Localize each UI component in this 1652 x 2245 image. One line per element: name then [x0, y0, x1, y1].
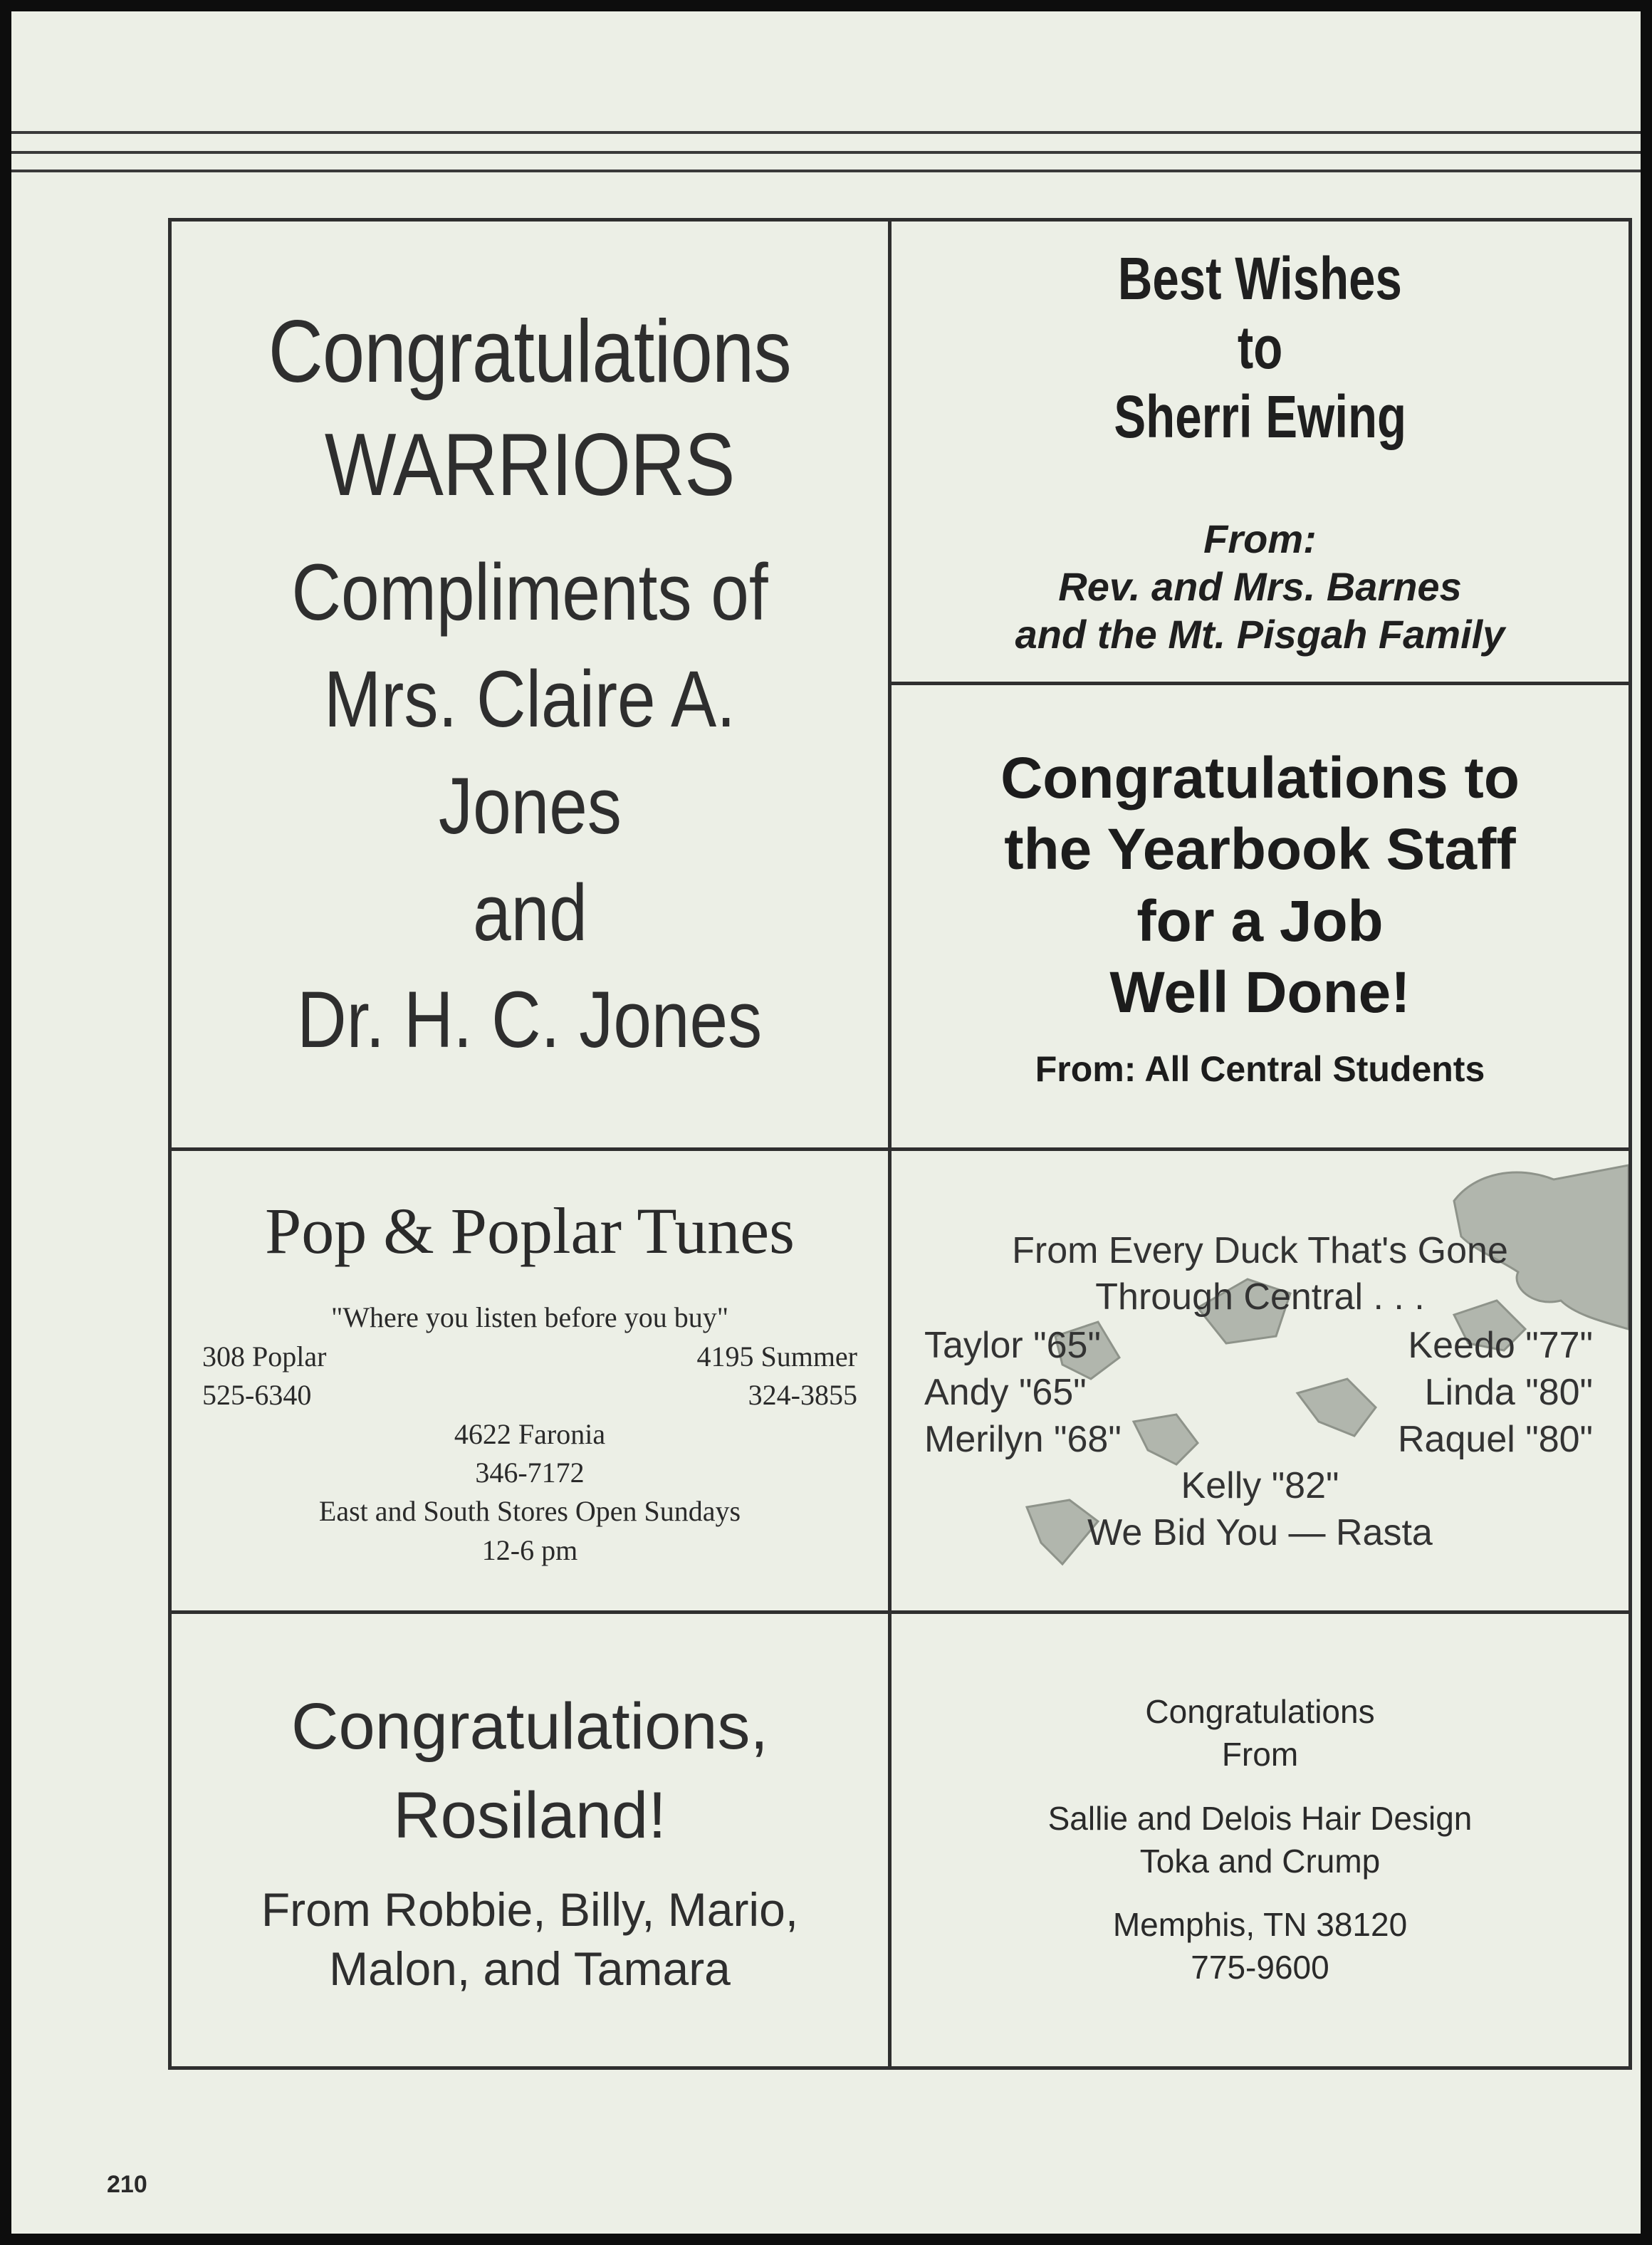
ad-duck-left-name: Merilyn "68" [924, 1419, 1122, 1460]
ad-best-wishes-line2: to [1237, 313, 1283, 381]
arrowhead-3 [1297, 1379, 1376, 1436]
ad-yearbook-line4: Well Done! [1109, 959, 1411, 1025]
ad-tunes-phone-row [202, 1376, 857, 1415]
ad-duck-left-name: Taylor "65" [924, 1325, 1101, 1366]
ad-best-wishes-line1: Best Wishes [1118, 245, 1402, 313]
ad-tunes-address-row [202, 1338, 857, 1376]
ad-duck-right-name: Linda "80" [1424, 1372, 1593, 1413]
ad-best-wishes-from-label: From: [1203, 516, 1317, 562]
ad-hair-line1: Congratulations [1145, 1693, 1375, 1731]
header-rule-top [11, 131, 1641, 134]
ad-tunes-center-phone: 346-7172 [475, 1456, 585, 1489]
ads-grid [168, 218, 1632, 2070]
ad-yearbook-signature: From: All Central Students [1035, 1048, 1485, 1089]
ad-hair-line2: From [1221, 1735, 1299, 1773]
ad-tunes-hours-note: East and South Stores Open Sundays [318, 1495, 741, 1528]
yearbook-page [11, 11, 1641, 2234]
page-number: 210 [107, 2171, 147, 2198]
ad-duck-rasta [892, 1151, 1629, 1610]
ad-hair-city: Memphis, TN 38120 [1112, 1906, 1408, 1944]
ad-duck-left-name: Andy "65" [924, 1372, 1087, 1413]
ad-hair-design [892, 1614, 1629, 2066]
ad-compliments-line4: Mrs. Claire A. [323, 654, 736, 744]
ad-tunes-right-phone: 324-3855 [748, 1379, 857, 1412]
ad-tunes-right-address: 4195 Summer [696, 1340, 857, 1372]
ad-rosiland-from1: From Robbie, Billy, Mario, [261, 1883, 799, 1937]
ad-compliments-line7: Dr. H. C. Jones [297, 974, 763, 1064]
header-rule-bottom [11, 170, 1641, 172]
ad-hair-business: Sallie and Delois Hair Design [1047, 1799, 1473, 1837]
ad-compliments-line1: Congratulations [268, 303, 792, 402]
ad-duck-closing: We Bid You — Rasta [1087, 1512, 1433, 1553]
ad-best-wishes-from2: and the Mt. Pisgah Family [1015, 612, 1505, 657]
ad-duck-right-name: Raquel "80" [1398, 1419, 1593, 1460]
ad-yearbook-line1: Congratulations to [1000, 746, 1520, 811]
ad-yearbook-line3: for a Job [1136, 888, 1384, 954]
ad-duck-right-names [1398, 1322, 1593, 1463]
ad-yearbook-line2: the Yearbook Staff [1004, 817, 1516, 882]
ad-compliments-jones [172, 222, 888, 1147]
ad-duck-center-name: Kelly "82" [1181, 1465, 1339, 1506]
ad-duck-right-name: Keedo "77" [1408, 1325, 1593, 1366]
arrowhead-5 [1134, 1415, 1198, 1464]
ad-duck-left-names [924, 1322, 1122, 1463]
ad-tunes-center-address: 4622 Faronia [454, 1417, 606, 1450]
ad-best-wishes-line3: Sherri Ewing [1114, 382, 1406, 450]
ad-hair-location: Toka and Crump [1139, 1842, 1381, 1880]
header-rule-middle [11, 151, 1641, 154]
ad-compliments-line3: Compliments of [291, 547, 768, 637]
ad-rosiland-from2: Malon, and Tamara [329, 1942, 731, 1995]
ad-duck-line1: From Every Duck That's Gone [1012, 1230, 1508, 1271]
ad-yearbook-staff [892, 685, 1629, 1147]
ad-best-wishes-from1: Rev. and Mrs. Barnes [1058, 564, 1462, 610]
ad-rosiland-line2: Rosiland! [393, 1779, 666, 1852]
ad-rosiland-line1: Congratulations, [291, 1689, 768, 1763]
ad-compliments-warriors: WARRIORS [325, 415, 735, 514]
ad-pop-poplar-tunes [172, 1151, 888, 1610]
ad-compliments-line6: and [472, 868, 587, 957]
ad-tunes-hours: 12-6 pm [481, 1533, 578, 1566]
ad-tunes-slogan: "Where you listen before you buy" [330, 1301, 729, 1334]
ad-tunes-store-name: Pop & Poplar Tunes [265, 1194, 795, 1267]
ad-duck-line2: Through Central . . . [1095, 1276, 1425, 1318]
ad-compliments-line5: Jones [438, 761, 622, 850]
ad-tunes-left-phone: 525-6340 [202, 1379, 312, 1412]
ad-best-wishes [892, 222, 1629, 682]
ad-hair-phone: 775-9600 [1191, 1949, 1329, 1986]
ad-rosiland [172, 1614, 888, 2066]
ad-tunes-left-address: 308 Poplar [202, 1340, 327, 1372]
